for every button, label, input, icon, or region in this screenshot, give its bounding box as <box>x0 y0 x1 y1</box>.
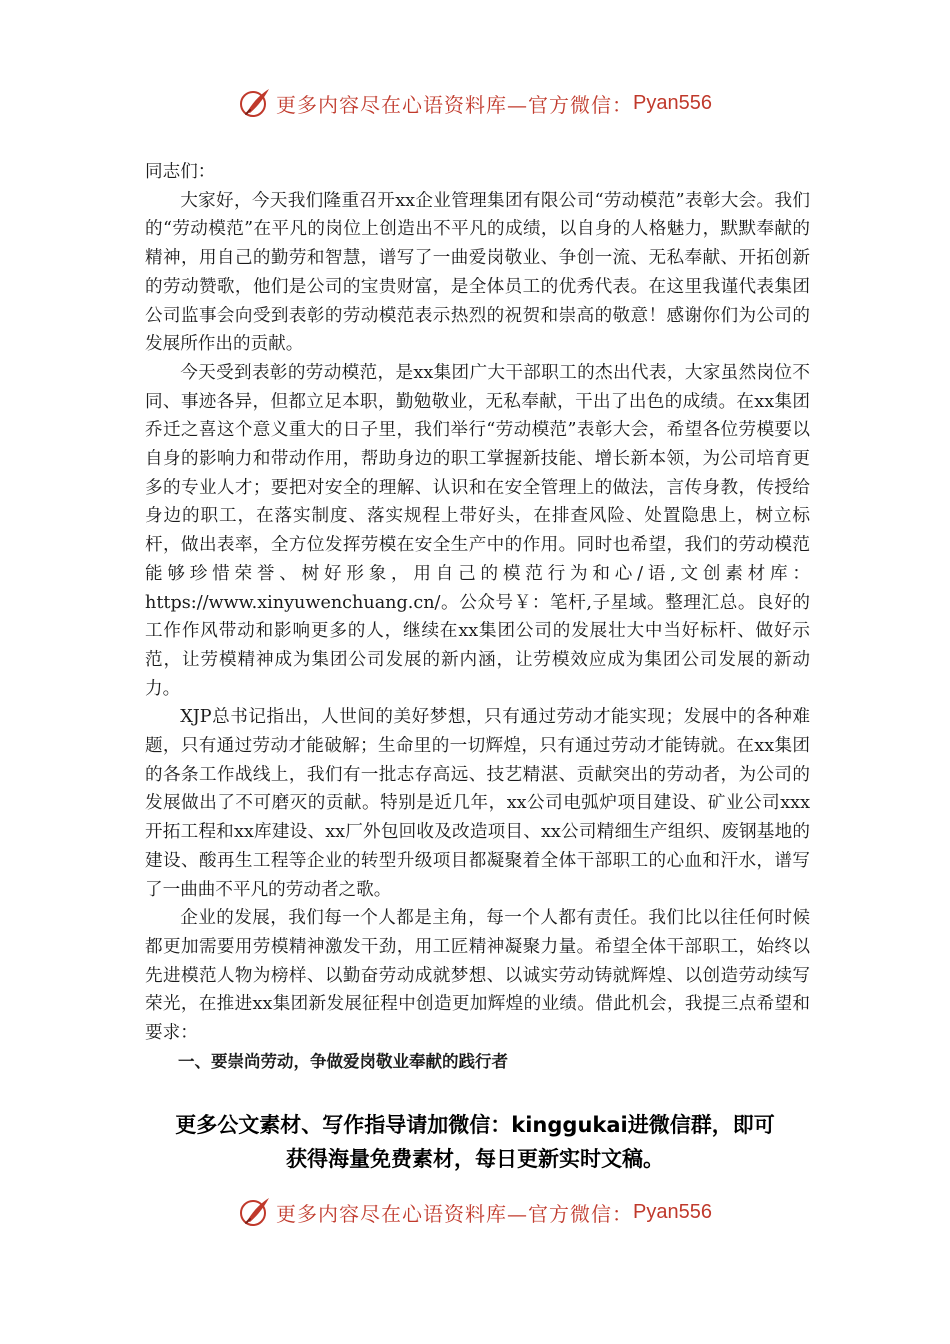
salutation: 同志们： <box>145 162 216 182</box>
header-banner <box>0 83 950 123</box>
paragraph-1: 大家好，今天我们隆重召开xx企业管理集团有限公司“劳动模范”表彰大会。我们的“劳动模范”在平凡的岗位上创造出不平凡的成绩，以自身的人格魅力，默默奉献的精神，用自己的勤劳和智慧，谱写了一曲爱岗敬业、争创一流、无私奉献、开拓创新的劳动赞歌，他们是公司的宝贵财富，是全体员工的优秀代表。在这里我谨代表集团公司监事会向受到表彰的劳动模范表示热烈的祝贺和崇高的敬意！感谢你们为公司的发展所作出的贡献。 <box>145 190 810 355</box>
paragraph-3: XJP总书记指出，人世间的美好梦想，只有通过劳动才能实现；发展中的各种难题，只有通过劳动才能破解；生命里的一切辉煌，只有通过劳动才能铸就。在xx集团的各条工作战线上，我们有一批志存高远、技艺精湛、贡献突出的劳动者，为公司的发展做出了不可磨灭的贡献。特别是近几年，xx公司电弧炉项目建设、矿业公司xxx开拓工程和xx库建设、xx厂外包回收及改造项目、xx公司精细生产组织、废钢基地的建设、酸再生工程等企业的转型升级项目都凝聚着全体干部职工的心血和汗水，谱写了一曲曲不平凡的劳动者之歌。 <box>145 707 810 900</box>
promo-line-1: 更多公文素材、写作指导请加微信：kinggukai进微信群，即可 <box>175 1113 775 1137</box>
quill-pen-logo-icon <box>238 86 272 120</box>
paragraph-4: 企业的发展，我们每一个人都是主角，每一个人都有责任。我们比以往任何时候都更加需要用劳模精神激发干劲，用工匠精神凝聚力量。希望全体干部职工，始终以先进模范人物为榜样、以勤奋劳动成就梦想、以诚实劳动铸就辉煌、以创造劳动续写荣光，在推进xx集团新发展征程中创造更加辉煌的业绩。借此机会，我提三点希望和要求： <box>145 908 810 1044</box>
footer-brand-text: 更多内容尽在心语资料库—官方微信： <box>276 1201 634 1226</box>
section-heading: 一、要崇尚劳动，争做爱岗敬业奉献的践行者 <box>178 1051 508 1071</box>
document-body <box>145 158 810 1077</box>
footer-wechat-id: Pyan556 <box>633 1200 712 1223</box>
paragraph-2: 今天受到表彰的劳动模范，是xx集团广大干部职工的杰出代表，大家虽然岗位不同、事迹各异，但都立足本职，勤勉敬业，无私奉献，干出了出色的成绩。在xx集团乔迁之喜这个意义重大的日子里，我们举行“劳动模范”表彰大会，希望各位劳模要以自身的影响力和带动作用，帮助身边的职工掌握新技能、增长新本领，为公司培育更多的专业人才；要把对安全的理解、认识和在安全管理上的做法，言传身教，传授给身边的职工，在落实制度、落实规程上带好头，在排查风险、处置隐患上，树立标杆，做出表率，全方位发挥劳模在安全生产中的作用。同时也希望，我们的劳动模范能够珍惜荣誉、树好形象，用自己的模范行为和心/语,文创素材库：https://www.xinyuwenchuang.cn/。公众号￥：笔杆,子星域。整理汇总。良好的工作作风带动和影响更多的人，继续在xx集团公司的发展壮大中当好标杆、做好示范，让劳模精神成为集团公司发展的新内涵，让劳模效应成为集团公司发展的新动力。 <box>145 362 810 699</box>
promo-notice <box>120 1108 830 1176</box>
header-wechat-id: Pyan556 <box>633 91 712 114</box>
header-brand-text: 更多内容尽在心语资料库—官方微信： <box>276 92 634 117</box>
promo-line-2: 获得海量免费素材，每日更新实时文稿。 <box>286 1147 664 1171</box>
quill-pen-logo-icon <box>238 1195 272 1229</box>
footer-banner <box>0 1192 950 1232</box>
